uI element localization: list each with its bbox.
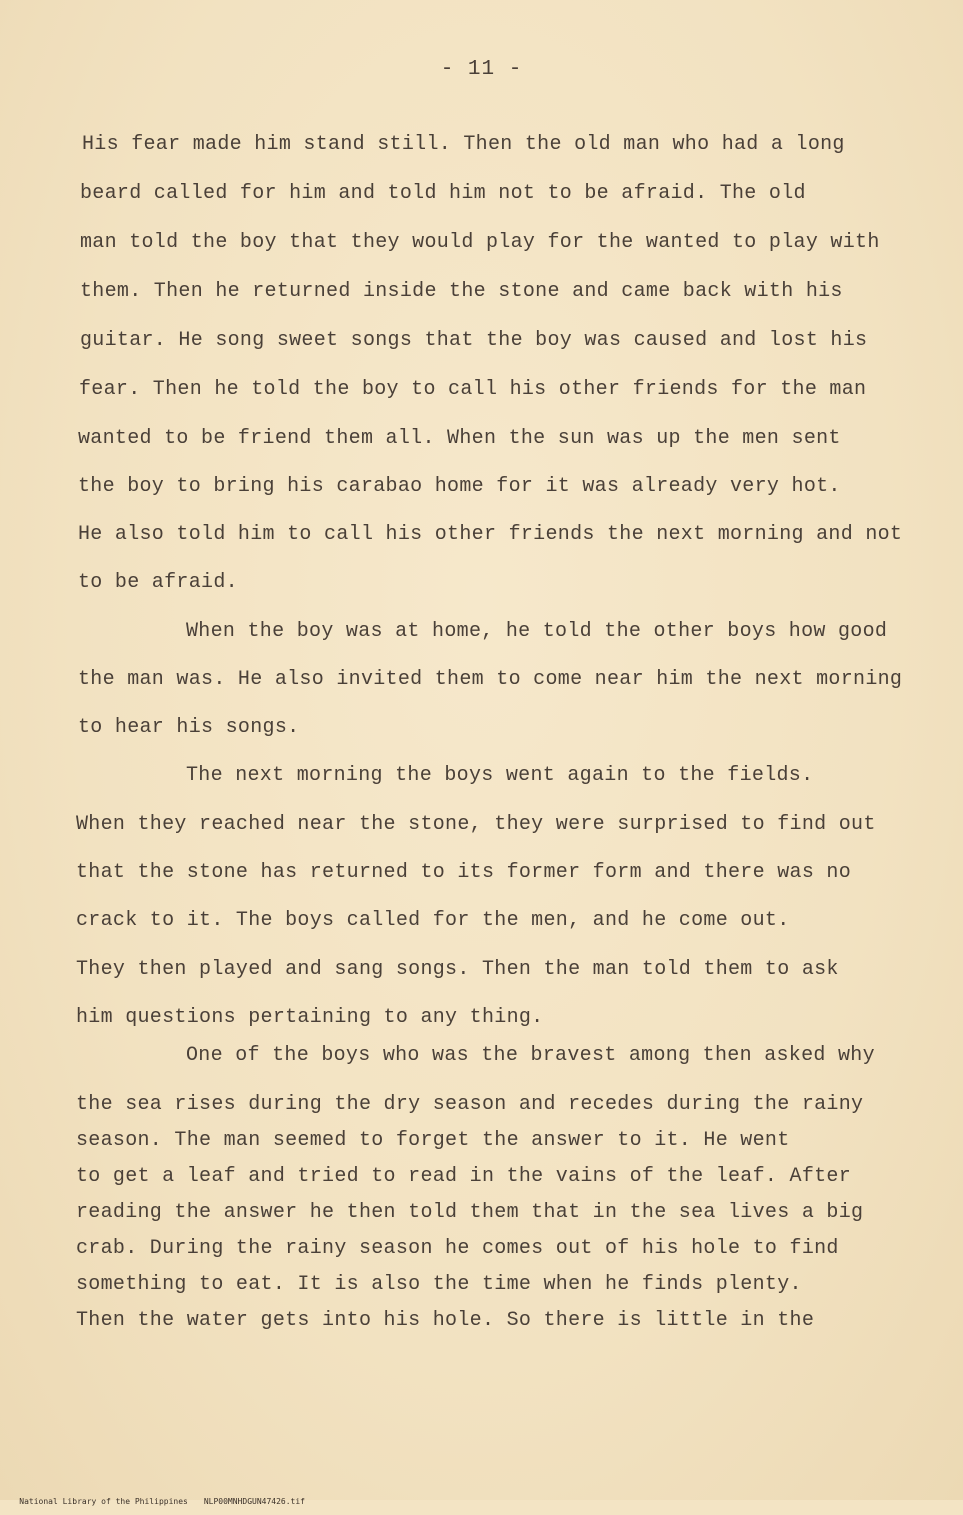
text-line: beard called for him and told him not to be afraid. The old <box>80 182 806 205</box>
text-line: him questions pertaining to any thing. <box>76 1006 544 1029</box>
text-line: crab. During the rainy season he comes out of his hole to find <box>76 1237 839 1260</box>
text-line: guitar. He song sweet songs that the boy was caused and lost his <box>80 329 868 352</box>
text-line: that the stone has returned to its former form and there was no <box>76 861 852 884</box>
text-line: Then the water gets into his hole. So there is little in the <box>76 1309 815 1332</box>
page-number: - 11 - <box>440 58 523 81</box>
text-line: When they reached near the stone, they were surprised to find out <box>76 813 876 836</box>
text-line: wanted to be friend them all. When the sun was up the men sent <box>78 427 841 450</box>
text-line: reading the answer he then told them that in the sea lives a big <box>76 1201 864 1224</box>
text-line: One of the boys who was the bravest among then asked why <box>186 1044 875 1067</box>
scan-footer <box>0 1488 963 1515</box>
text-line: He also told him to call his other friends the next morning and not <box>78 523 903 546</box>
footer-library: National Library of the Philippines <box>19 1497 188 1506</box>
text-line: man told the boy that they would play for the wanted to play with <box>80 231 880 254</box>
text-line: When the boy was at home, he told the other boys how good <box>186 620 888 643</box>
text-line: the sea rises during the dry season and recedes during the rainy <box>76 1093 864 1116</box>
text-line: to get a leaf and tried to read in the vains of the leaf. After <box>76 1165 852 1188</box>
footer-filename: NLP00MNHDGUN47426.tif <box>203 1497 305 1506</box>
text-line: His fear made him stand still. Then the old man who had a long <box>82 133 845 156</box>
text-line: to hear his songs. <box>78 716 300 739</box>
text-line: They then played and sang songs. Then the man told them to ask <box>76 958 839 981</box>
text-line: to be afraid. <box>78 571 238 594</box>
text-line: crack to it. The boys called for the men, and he come out. <box>76 909 790 932</box>
text-line: them. Then he returned inside the stone and came back with his <box>80 280 843 303</box>
text-line: season. The man seemed to forget the answer to it. He went <box>76 1129 790 1152</box>
text-line: The next morning the boys went again to the fields. <box>186 764 814 787</box>
text-line: fear. Then he told the boy to call his other friends for the man <box>79 378 867 401</box>
text-line: the man was. He also invited them to come near him the next morning <box>78 668 903 691</box>
text-line: the boy to bring his carabao home for it was already very hot. <box>78 475 841 498</box>
text-line: something to eat. It is also the time when he finds plenty. <box>76 1273 802 1296</box>
